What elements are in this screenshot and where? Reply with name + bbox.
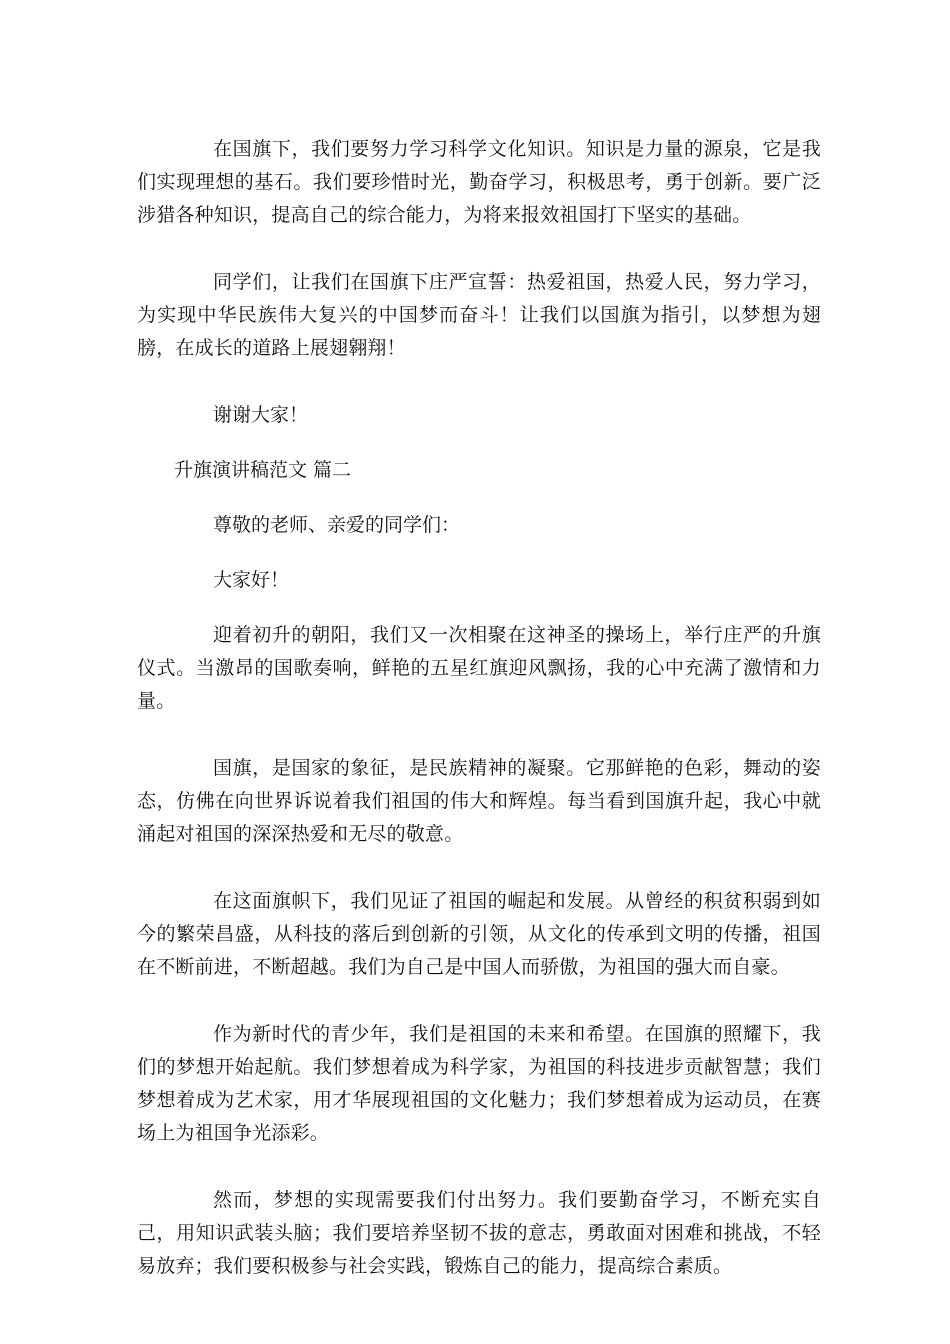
paragraph-knowledge: 在国旗下，我们要努力学习科学文化知识。知识是力量的源泉，它是我们实现理想的基石。我们要珍惜时光，勤奋学习，积极思考，勇于创新。要广泛涉猎各种知识，提高自己的综合能力，为将来报效祖国打下坚实的基础。 <box>137 138 821 226</box>
paragraph-rise: 在这面旗帜下，我们见证了祖国的崛起和发展。从曾经的积贫积弱到如今的繁荣昌盛，从科技的落后到创新的引领，从文化的传承到文明的传播，祖国在不断前进，不断超越。我们为自己是中国人而骄傲，为祖国的强大而自豪。 <box>137 890 821 978</box>
hello-line: 大家好！ <box>213 569 290 591</box>
thanks-line: 谢谢大家！ <box>213 404 309 426</box>
paragraph-youth: 作为新时代的青少年，我们是祖国的未来和希望。在国旗的照耀下，我们的梦想开始起航。我们梦想着成为科学家，为祖国的科技进步贡献智慧；我们梦想着成为艺术家，用才华展现祖国的文化魅力；我们梦想着成为运动员，在赛场上为祖国争光添彩。 <box>137 1023 821 1144</box>
section-title: 升旗演讲稿范文 篇二 <box>174 459 352 481</box>
paragraph-sunrise: 迎着初升的朝阳，我们又一次相聚在这神圣的操场上，举行庄严的升旗仪式。当激昂的国歌奏响，鲜艳的五星红旗迎风飘扬，我的心中充满了激情和力量。 <box>137 624 821 712</box>
document-body <box>137 133 821 1317</box>
paragraph-effort: 然而，梦想的实现需要我们付出努力。我们要勤奋学习，不断充实自己，用知识武装头脑；我们要培养坚韧不拔的意志，勇敢面对困难和挑战，不轻易放弃；我们要积极参与社会实践，锻炼自己的能力，提高综合素质。 <box>137 1189 821 1277</box>
paragraph-flag-symbol: 国旗，是国家的象征，是民族精神的凝聚。它那鲜艳的色彩，舞动的姿态，仿佛在向世界诉说着我们祖国的伟大和辉煌。每当看到国旗升起，我心中就涌起对祖国的深深热爱和无尽的敬意。 <box>137 757 821 845</box>
paragraph-oath: 同学们，让我们在国旗下庄严宣誓：热爱祖国，热爱人民，努力学习，为实现中华民族伟大复兴的中国梦而奋斗！让我们以国旗为指引，以梦想为翅膀，在成长的道路上展翅翱翔！ <box>137 271 821 359</box>
salutation-line: 尊敬的老师、亲爱的同学们： <box>213 514 461 536</box>
